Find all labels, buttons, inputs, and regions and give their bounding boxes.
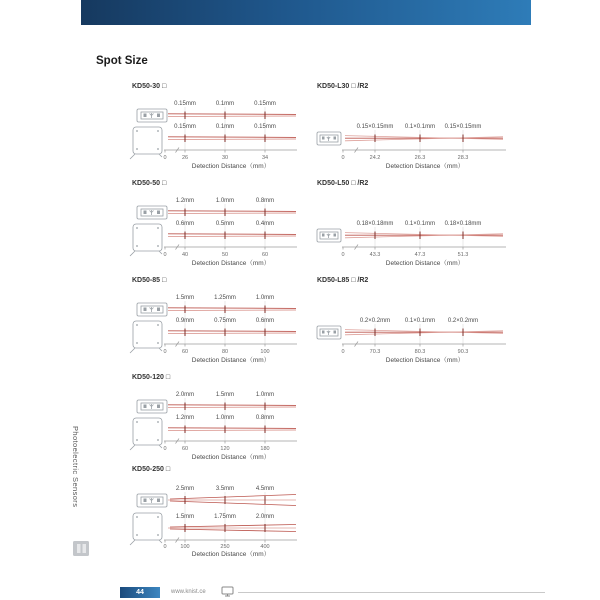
spot-label: 0.9mm [175, 318, 195, 324]
x-axis [342, 342, 506, 347]
spot-label: 1.0mm [255, 295, 275, 301]
spot-label: 0.15×0.15mm [444, 124, 482, 130]
sensor-front-icon [317, 132, 341, 145]
spot-label: 0.6mm [175, 221, 195, 227]
sensor-side-icon [130, 127, 162, 159]
sensor-front-icon [137, 494, 167, 507]
spot-label: 2.0mm [255, 514, 275, 520]
axis-tick: 100 [260, 349, 270, 355]
website-text: www.knist.ce [171, 589, 206, 595]
axis-tick: 80 [221, 349, 229, 355]
spot-size-plot [315, 180, 515, 280]
spot-label: 1.0mm [215, 198, 235, 204]
axis-caption: Detection Distance（mm） [385, 260, 465, 267]
spot-label: 1.25mm [214, 295, 236, 301]
beam-top-ticks [185, 403, 265, 411]
axis-caption: Detection Distance（mm） [191, 260, 271, 267]
x-axis [164, 538, 297, 543]
spot-label: 1.0mm [215, 415, 235, 421]
laser-beam [345, 330, 503, 335]
laser-beam [345, 233, 503, 238]
beam-top [168, 211, 296, 214]
spot-label: 0.18×0.18mm [444, 221, 482, 227]
diagram-kd50-l50 [315, 180, 520, 282]
axis-tick: 60 [261, 252, 269, 258]
spot-label: 1.2mm [175, 198, 195, 204]
diagram-kd50-50 [125, 180, 330, 282]
axis-caption: Detection Distance（mm） [191, 357, 271, 364]
model-title: KD50-120 □ [132, 374, 171, 381]
axis-origin: 0 [341, 252, 345, 258]
axis-tick: 250 [220, 544, 230, 550]
axis-tick: 24.2 [369, 155, 381, 161]
diagram-kd50-30 [125, 83, 330, 185]
beam-top-ticks [185, 209, 265, 217]
sensor-side-icon [130, 224, 162, 256]
axis-tick: 51.3 [457, 252, 469, 258]
spot-label: 1.5mm [215, 392, 235, 398]
axis-tick: 26.3 [414, 155, 426, 161]
beam-top-ticks [185, 306, 265, 314]
spot-size-plot [315, 277, 515, 377]
diagram-kd50-l30 [315, 83, 520, 185]
sensor-front-icon [317, 229, 341, 242]
spot-label: 1.5mm [175, 295, 195, 301]
beam-bottom-ticks [185, 426, 265, 434]
beam-bottom [168, 428, 296, 431]
sidebar-category-label: Photoelectric Sensors [71, 426, 80, 508]
axis-origin: 0 [163, 349, 167, 355]
axis-tick: 40 [181, 252, 189, 258]
beam-top [168, 308, 296, 311]
spot-label: 1.2mm [175, 415, 195, 421]
beam-bottom-ticks [185, 135, 265, 143]
axis-tick: 100 [180, 544, 190, 550]
beam-bottom [168, 234, 296, 237]
beam-bottom [168, 331, 296, 334]
spot-label: 1.5mm [175, 514, 195, 520]
beam-top-ticks [185, 112, 265, 120]
x-axis [342, 245, 506, 250]
sensor-side-icon [130, 513, 162, 545]
spot-label: 1.75mm [214, 514, 236, 520]
spot-label: 2.0mm [175, 392, 195, 398]
x-axis [164, 148, 297, 153]
header-bar [81, 0, 531, 25]
sensor-front-icon [137, 400, 167, 413]
beam-bottom [168, 137, 296, 140]
axis-tick: 47.3 [414, 252, 426, 258]
spot-label: 0.15mm [254, 101, 276, 107]
spot-label: 0.15mm [174, 101, 196, 107]
diagram-kd50-120 [125, 374, 330, 476]
spot-label: 0.2×0.2mm [359, 318, 391, 324]
x-axis [164, 439, 297, 444]
spot-label: 0.4mm [255, 221, 275, 227]
axis-tick: 90.3 [457, 349, 469, 355]
beam-top [168, 114, 296, 117]
spot-label: 0.1×0.1mm [404, 318, 436, 324]
x-axis [164, 342, 297, 347]
spot-size-plot [125, 277, 305, 377]
spot-label: 0.18×0.18mm [356, 221, 394, 227]
model-title: KD50-50 □ [132, 180, 167, 187]
axis-origin: 0 [163, 252, 167, 258]
axis-caption: Detection Distance（mm） [191, 551, 271, 558]
spot-label: 0.1×0.1mm [404, 221, 436, 227]
spot-size-plot [125, 374, 305, 474]
sensor-front-icon [137, 303, 167, 316]
spot-label: 0.15×0.15mm [356, 124, 394, 130]
spot-label: 0.6mm [255, 318, 275, 324]
spot-label: 0.8mm [255, 415, 275, 421]
spot-size-plot [125, 466, 305, 566]
axis-tick: 28.3 [457, 155, 469, 161]
model-title: KD50-L50 □ /R2 [317, 180, 369, 187]
axis-tick: 30 [221, 155, 229, 161]
spot-label: 0.15mm [174, 124, 196, 130]
axis-caption: Detection Distance（mm） [191, 454, 271, 461]
sensor-side-icon [130, 321, 162, 353]
axis-tick: 26 [181, 155, 189, 161]
sensor-side-icon [130, 418, 162, 450]
model-title: KD50-30 □ [132, 83, 167, 90]
axis-tick: 34 [261, 155, 269, 161]
axis-tick: 180 [260, 446, 270, 452]
beam-top-diverging [168, 495, 296, 506]
page-title: Spot Size [96, 55, 148, 67]
axis-tick: 400 [260, 544, 270, 550]
spot-label: 0.2×0.2mm [447, 318, 479, 324]
model-title: KD50-85 □ [132, 277, 167, 284]
diagram-kd50-85 [125, 277, 330, 379]
axis-tick: 60 [181, 446, 189, 452]
axis-origin: 0 [163, 446, 167, 452]
beam-bottom-ticks [185, 329, 265, 337]
page-number-badge: 44 [120, 587, 160, 598]
axis-origin: 0 [163, 544, 167, 550]
spot-label: 1.0mm [255, 392, 275, 398]
diagram-kd50-250 [125, 466, 330, 568]
sidebar-tab-icon [73, 540, 90, 557]
spot-label: 0.75mm [214, 318, 236, 324]
model-title: KD50-L85 □ /R2 [317, 277, 369, 284]
laser-beam [345, 136, 503, 141]
sensor-front-icon [137, 206, 167, 219]
axis-caption: Detection Distance（mm） [385, 357, 465, 364]
spot-label: 2.5mm [175, 486, 195, 492]
diagram-kd50-l85 [315, 277, 520, 379]
axis-tick: 120 [220, 446, 230, 452]
axis-caption: Detection Distance（mm） [385, 163, 465, 170]
beam-bottom-ticks [185, 232, 265, 240]
spot-label: 0.8mm [255, 198, 275, 204]
monitor-icon [221, 586, 234, 597]
axis-tick: 60 [181, 349, 189, 355]
spot-size-plot [125, 180, 305, 280]
axis-tick: 80.3 [414, 349, 426, 355]
spot-label: 0.5mm [215, 221, 235, 227]
axis-tick: 70.3 [369, 349, 381, 355]
axis-origin: 0 [341, 349, 345, 355]
spot-label: 3.5mm [215, 486, 235, 492]
model-title: KD50-L30 □ /R2 [317, 83, 369, 90]
footer-divider [238, 592, 545, 593]
sensor-front-icon [317, 326, 341, 339]
spot-label: 4.5mm [255, 486, 275, 492]
sensor-front-icon [137, 109, 167, 122]
axis-caption: Detection Distance（mm） [191, 163, 271, 170]
beam-bottom-diverging [168, 525, 296, 532]
axis-origin: 0 [163, 155, 167, 161]
spot-label: 0.1mm [215, 124, 235, 130]
axis-tick: 50 [221, 252, 229, 258]
x-axis [342, 148, 506, 153]
x-axis [164, 245, 297, 250]
spot-size-plot [315, 83, 515, 183]
spot-label: 0.1×0.1mm [404, 124, 436, 130]
spot-label: 0.1mm [215, 101, 235, 107]
axis-origin: 0 [341, 155, 345, 161]
spot-label: 0.15mm [254, 124, 276, 130]
beam-top [168, 405, 296, 408]
model-title: KD50-250 □ [132, 466, 171, 473]
axis-tick: 43.3 [369, 252, 381, 258]
spot-size-plot [125, 83, 305, 183]
